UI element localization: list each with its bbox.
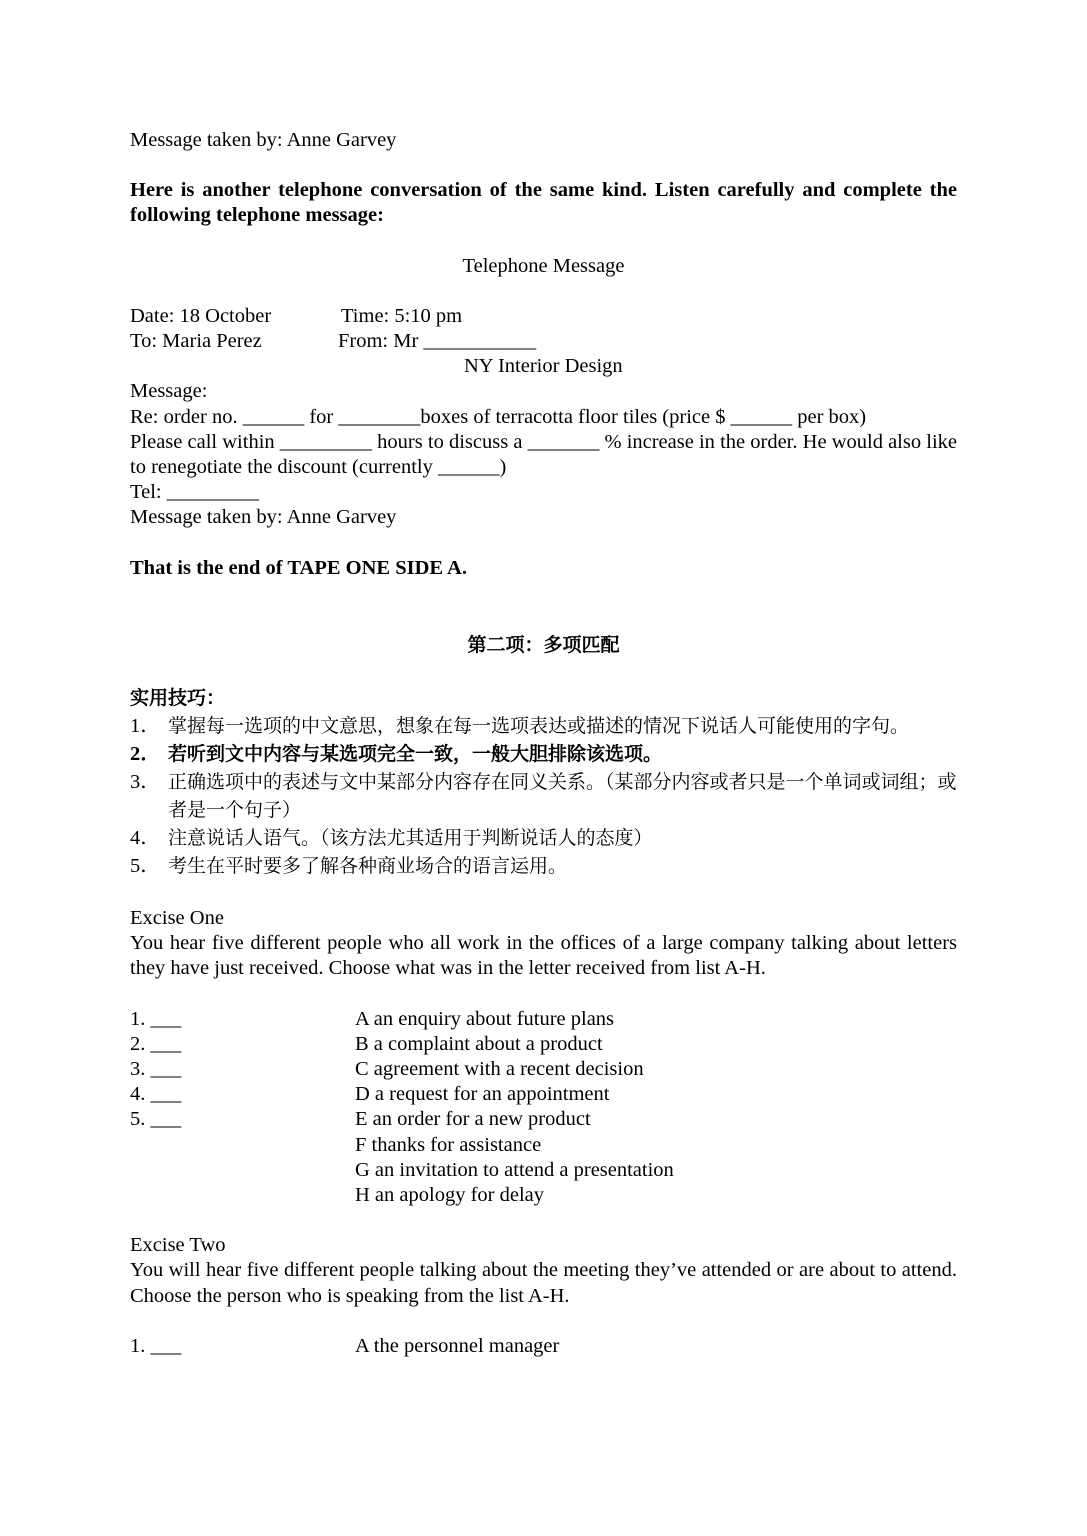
answer-blank[interactable]: 3. ___: [130, 1057, 182, 1080]
option-item: A an enquiry about future plans: [355, 1007, 615, 1030]
exercise-one-row: [130, 1007, 957, 1032]
from-field: From: Mr ___________: [338, 330, 537, 352]
exercise-one-row: [130, 1158, 957, 1183]
call-back-line: Please call within _________ hours to discuss a _______ % increase in the order. He would also like to renegotiate the discount (currently ______): [130, 430, 957, 478]
exercise-two-description: You will hear five different people talking about the meeting they’ve attended or are about to attend. Choose the person who is speaking from the list A-H.: [130, 1259, 957, 1307]
option-item: D a request for an appointment: [355, 1083, 610, 1106]
date-time-row: [130, 304, 957, 329]
time-field: Time: 5:10 pm: [341, 304, 463, 327]
answer-blank[interactable]: 2. ___: [130, 1032, 182, 1055]
to-field: To: Maria Perez: [130, 330, 262, 352]
answer-blank[interactable]: 5. ___: [130, 1108, 182, 1131]
section-title: 第二项：多项匹配: [467, 633, 620, 656]
tip-item: 4． 注意说话人语气。（该方法尤其适用于判断说话人的态度）: [130, 827, 653, 849]
date-field: Date: 18 October: [130, 304, 272, 327]
answer-blank[interactable]: 4. ___: [130, 1083, 182, 1106]
exercise-one-row: [130, 1107, 957, 1132]
option-item: C agreement with a recent decision: [355, 1057, 644, 1080]
option-item: B a complaint about a product: [355, 1032, 603, 1055]
company-row: [130, 354, 957, 379]
option-item: F thanks for assistance: [355, 1133, 542, 1156]
company-name: NY Interior Design: [464, 355, 623, 378]
exercise-two-title: Excise Two: [130, 1234, 226, 1257]
exercise-one-row: [130, 1057, 957, 1082]
exercise-one-row: [130, 1032, 957, 1057]
order-line: Re: order no. ______ for ________boxes of terracotta floor tiles (price $ ______ per box): [130, 405, 867, 428]
option-item: E an order for a new product: [355, 1108, 591, 1131]
option-item: H an apology for delay: [355, 1183, 544, 1206]
top-message-taken-line: Message taken by: Anne Garvey: [130, 129, 397, 151]
option-item: A the personnel manager: [355, 1334, 560, 1357]
end-of-tape-line: That is the end of TAPE ONE SIDE A.: [130, 556, 467, 579]
to-from-row: [130, 329, 957, 354]
listening-instruction: Here is another telephone conversation of the same kind. Listen carefully and complete the following telephone message:: [130, 179, 957, 227]
exercise-one-row: [130, 1133, 957, 1158]
tips-list: [130, 712, 957, 880]
message-taken-line: Message taken by: Anne Garvey: [130, 506, 397, 529]
exercise-one-title: Excise One: [130, 907, 224, 929]
document-page: [130, 128, 957, 1359]
tip-item: 5． 考生在平时要多了解各种商业场合的语言运用。: [130, 855, 568, 877]
tips-title: 实用技巧：: [130, 687, 226, 709]
tip-item: 1． 掌握每一选项的中文意思，想象在每一选项表达或描述的情况下说话人可能使用的字句。: [130, 715, 910, 737]
answer-blank[interactable]: 1. ___: [130, 1334, 182, 1357]
telephone-message-title: Telephone Message: [462, 254, 625, 277]
exercise-two-row: [130, 1334, 957, 1359]
exercise-one-row: [130, 1082, 957, 1107]
tip-item: 2． 若听到文中内容与某选项完全一致，一般大胆排除该选项。: [130, 743, 663, 765]
tel-line: Tel: _________: [130, 481, 259, 504]
answer-blank[interactable]: 1. ___: [130, 1007, 182, 1030]
message-label: Message:: [130, 380, 208, 403]
exercise-one-description: You hear five different people who all work in the offices of a large company talking about letters they have just received. Choose what was in the letter received from list A-H.: [130, 932, 957, 980]
exercise-one-row: [130, 1183, 957, 1208]
option-item: G an invitation to attend a presentation: [355, 1158, 674, 1181]
tip-item: 3． 正确选项中的表述与文中某部分内容存在同义关系。（某部分内容或者只是一个单词或词组；或者是一个句子）: [130, 771, 957, 821]
